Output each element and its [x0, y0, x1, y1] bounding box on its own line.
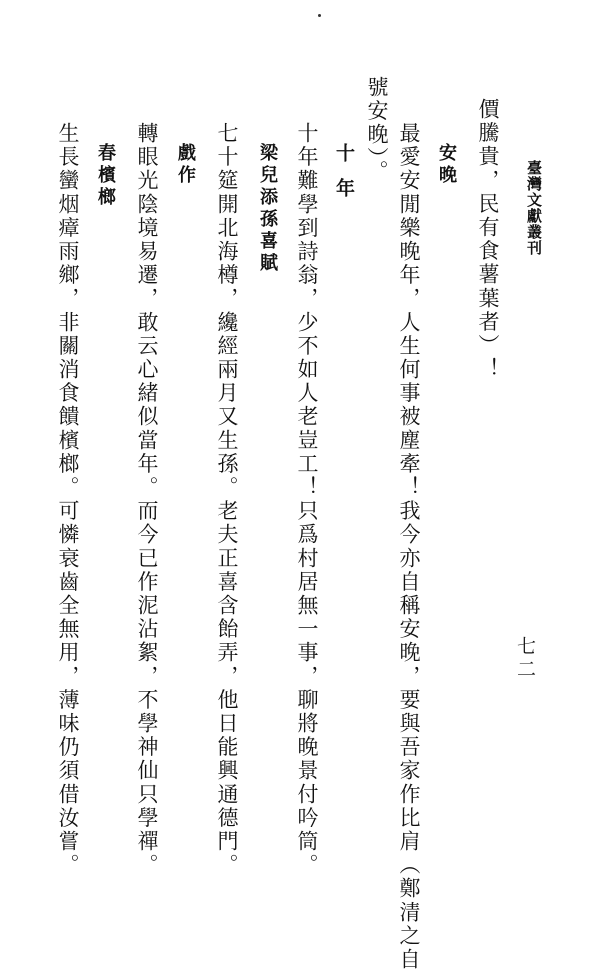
text-column-1: 價騰貴，民有食薯葉者）！ [476, 98, 500, 382]
heading-shi-nian: 十年 [333, 143, 355, 213]
text-column-6: 轉眼光陰境易遷，敢云心緒似當年。而今已作泥沾絮，不學神仙只學禪。 [135, 122, 159, 878]
text-column-7: 生長蠻烟瘴雨鄉，非關消食饋檳榔。可憐衰齒全無用，薄味仍須借汝嘗。 [56, 122, 80, 878]
heading-an-wan: 安晚 [436, 143, 457, 187]
heading-xi-zuo: 戲作 [175, 143, 196, 187]
text-column-4: 十年難學到詩翁，少不如人老豈工！只爲村居無一事，聊將晚景付吟筒。 [295, 122, 319, 878]
text-column-5: 七十筵開北海樽，纔經兩月又生孫。老夫正喜含飴弄，他日能興通德門。 [215, 122, 239, 878]
heading-liang-er: 梁兒添孫喜賦 [257, 143, 278, 275]
text-column-2: 最愛安閒樂晚年，人生何事被塵牽！我今亦自稱安晚，要與吾家作比肩（鄭清之自 [397, 122, 421, 972]
text-column-3: 號安晚）。 [365, 76, 389, 184]
print-speck [318, 14, 321, 17]
page-number: 七二 [514, 636, 536, 682]
heading-chun-bin-lang: 春檳榔 [95, 143, 116, 209]
running-head: 臺灣文獻叢刊 [525, 160, 543, 256]
